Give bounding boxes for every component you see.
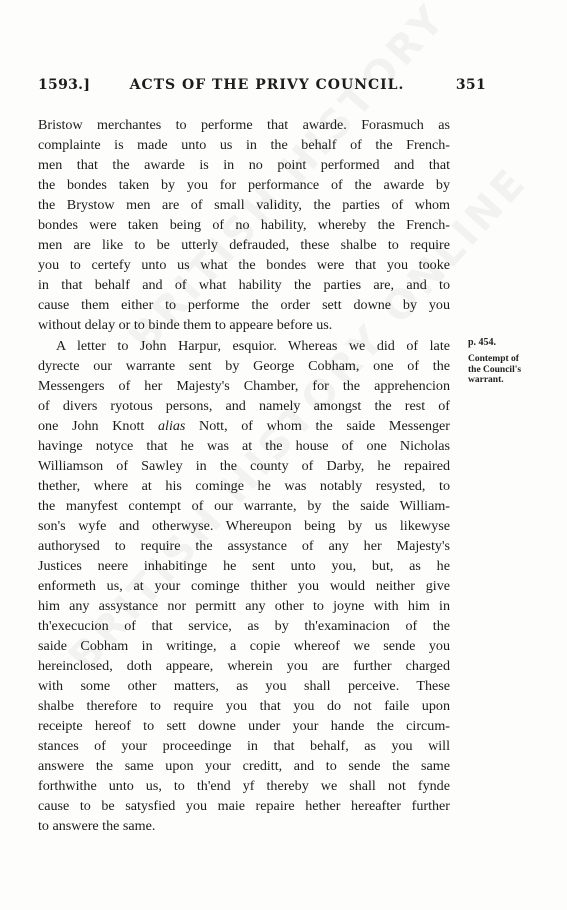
- header-year: 1593.]: [38, 77, 91, 93]
- text-line: havinge notyce that he was at the house of one Nicholas: [38, 438, 450, 454]
- text-line: Williamson of Sawley in the county of Darby, he repaired: [38, 458, 450, 474]
- text-line: authorysed to require the assystance of any her Majesty's: [38, 538, 450, 554]
- text-line: cause to be satysfied you maie repaire hether hereafter further: [38, 798, 450, 814]
- margin-page-reference: p. 454.: [468, 337, 497, 348]
- text-line: Justices neere inhabitinge he sent unto you, but, as he: [38, 558, 450, 574]
- text-line: men that the awarde is in no point performed and that: [38, 157, 450, 173]
- text-line: without delay or to binde them to appeare before us.: [38, 317, 333, 333]
- text-line: forthwithe unto us, to th'end yf thereby we shall not fynde: [38, 778, 450, 794]
- text-line: th'execucion of that service, as by th'examinacion of the: [38, 618, 450, 634]
- text-line: him any assystance nor permitt any other to joyne with him in: [38, 598, 450, 614]
- text-line: dyrecte our warrante sent by George Cobham, one of the: [38, 358, 450, 374]
- text-line: one John Knott alias Nott, of whom the saide Messenger: [38, 418, 450, 434]
- text-line: answere the same upon your creditt, and to sende the same: [38, 758, 450, 774]
- text-line: complainte is made unto us in the behalf of the French-: [38, 137, 450, 153]
- text-line: Messengers of her Majesty's Chamber, for the apprehencion: [38, 378, 450, 394]
- text-line: receipte hereof to sett downe under your hande the circum-: [38, 718, 450, 734]
- text-line: shalbe therefore to require you that you do not faile upon: [38, 698, 450, 714]
- text-line: you to certefy unto us what the bondes were that you tooke: [38, 257, 450, 273]
- text-line: cause them either to performe the order sett downe by you: [38, 297, 450, 313]
- text-line: men are like to be utterly defrauded, these shalbe to require: [38, 237, 450, 253]
- text-line: thether, where at his cominge he was notably resysted, to: [38, 478, 450, 494]
- text-line: saide Cobham in writinge, a copie whereof we sende you: [38, 638, 450, 654]
- text-line: of divers ryotous persons, and namely amongst the rest of: [38, 398, 450, 414]
- header-page-number: 351: [455, 77, 486, 93]
- letter-paragraph: [38, 336, 450, 836]
- margin-note: [468, 354, 548, 386]
- text-line: enformeth us, at your cominge thither you would neither give: [38, 578, 450, 594]
- text-line: stances of your proceedinge in that behalf, as you will: [38, 738, 450, 754]
- running-header: [38, 77, 486, 93]
- text-line: the manyfest contempt of our warrante, by the saide William-: [38, 498, 450, 514]
- header-title: ACTS OF THE PRIVY COUNCIL.: [129, 77, 405, 93]
- text-line: bondes were taken being of no hability, whereby the French-: [38, 217, 450, 233]
- text-line: Bristow merchantes to performe that awarde. Forasmuch as: [38, 117, 450, 133]
- margin-note-line: Contempt of: [468, 354, 519, 364]
- text-line: the bondes taken by you for performance of the awarde by: [38, 177, 450, 193]
- text-line: son's wyfe and otherwyse. Whereupon being by us likewyse: [38, 518, 450, 534]
- text-line: hereinclosed, doth appeare, wherein you are further charged: [38, 658, 450, 674]
- text-line: with some other matters, as you shall perceive. These: [38, 678, 450, 694]
- text-line: in that behalf and of what hability the parties are, and to: [38, 277, 450, 293]
- text-line: the Brystow men are of small validity, the parties of whom: [38, 197, 450, 213]
- paragraph-continuation: [38, 115, 450, 335]
- italic-term: alias: [157, 418, 186, 434]
- margin-note-line: the Council's: [468, 364, 522, 375]
- text-line: to answere the same.: [38, 818, 156, 834]
- text-line: A letter to John Harpur, esquior. Whereas we did of late: [56, 338, 450, 354]
- margin-note-line: warrant.: [468, 375, 504, 385]
